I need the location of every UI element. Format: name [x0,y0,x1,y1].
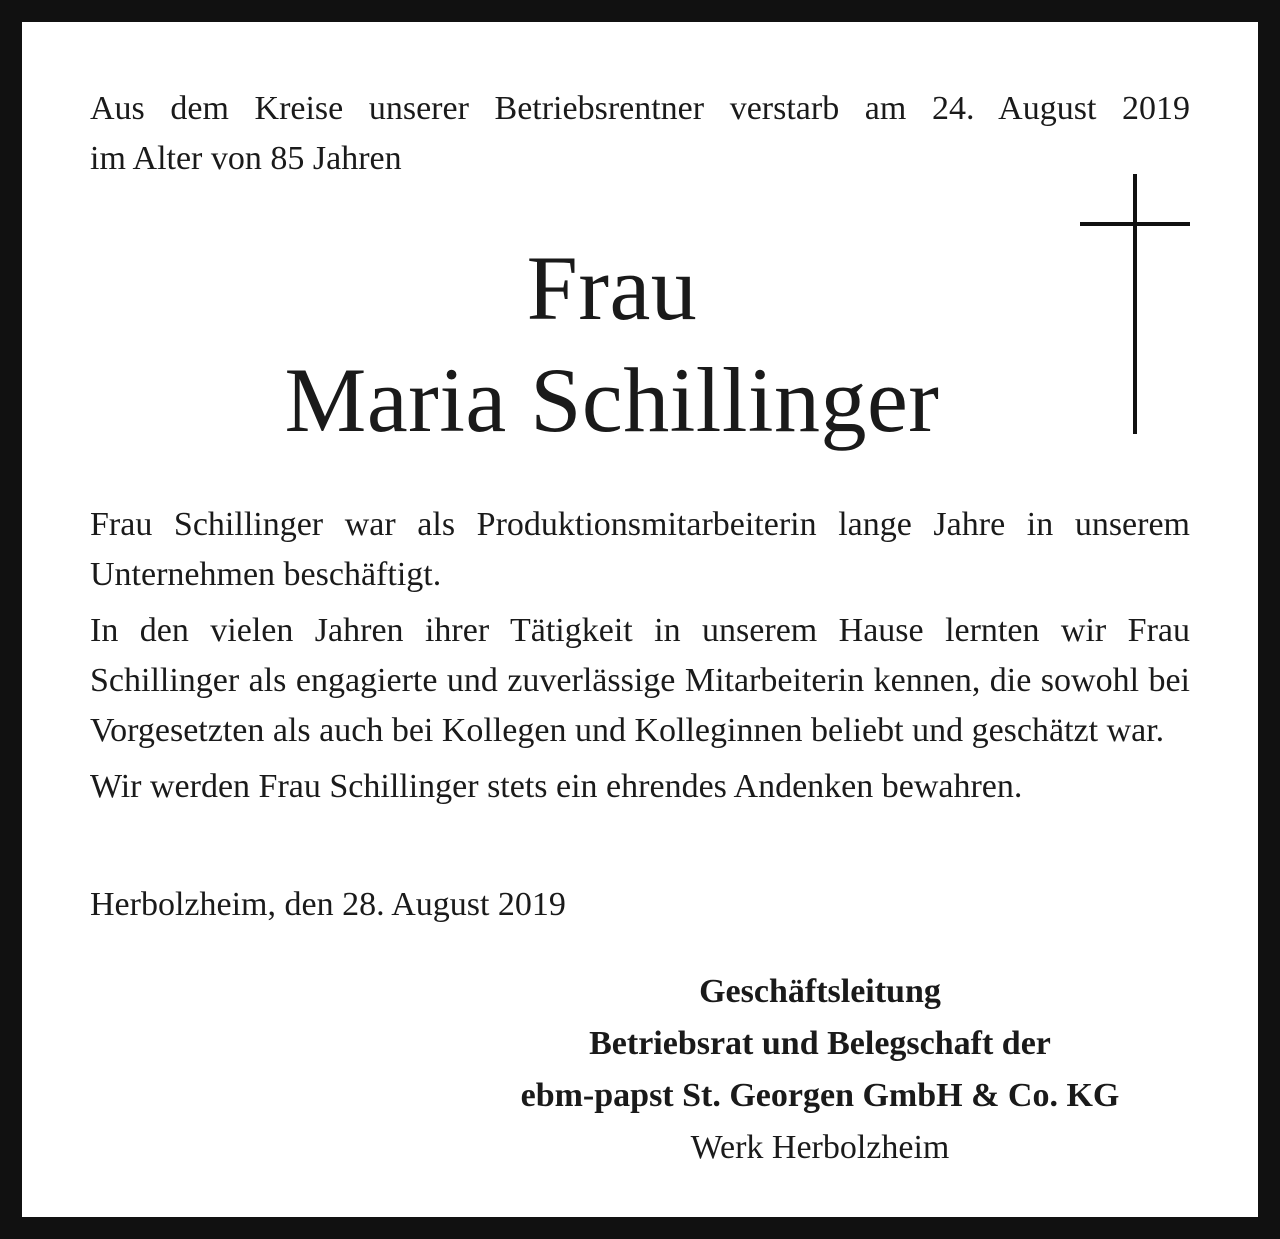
signature-company: ebm-papst St. Georgen GmbH & Co. KG [520,1077,1120,1114]
signature-management: Geschäftsleitung [699,973,941,1010]
body-paragraph-1: Frau Schillinger war als Produktionsmitarbeiterin lange Jahre in unserem Unternehmen beschäftigt. [90,506,1190,593]
obituary-body [90,500,1190,818]
cross-icon [1080,174,1190,434]
deceased-name-block [182,232,1042,456]
signature-block [442,966,1198,1174]
deceased-name: Maria Schillinger [284,349,940,451]
body-paragraph-3: Wir werden Frau Schillinger stets ein ehrendes Andenken bewahren. [90,768,1023,805]
cross-vertical-bar [1133,174,1137,434]
intro-text [90,84,1190,184]
signature-site: Werk Herbolzheim [690,1129,950,1166]
place-date: Herbolzheim, den 28. August 2019 [90,886,566,923]
cross-horizontal-bar [1080,222,1190,226]
intro-line-2: im Alter von 85 Jahren [90,140,402,177]
intro-line-1: Aus dem Kreise unserer Betriebsrentner verstarb am 24. August 2019 [90,90,1190,127]
signature-works-council: Betriebsrat und Belegschaft der [589,1025,1051,1062]
body-paragraph-2: In den vielen Jahren ihrer Tätigkeit in unserem Hause lernten wir Frau Schillinger als engagierte und zuverlässige Mitarbeiterin kennen, die sowohl bei Vorgesetzten als auch bei Kollegen und Kolleginnen beliebt und geschätzt war. [90,612,1190,749]
deceased-title: Frau [526,237,698,339]
